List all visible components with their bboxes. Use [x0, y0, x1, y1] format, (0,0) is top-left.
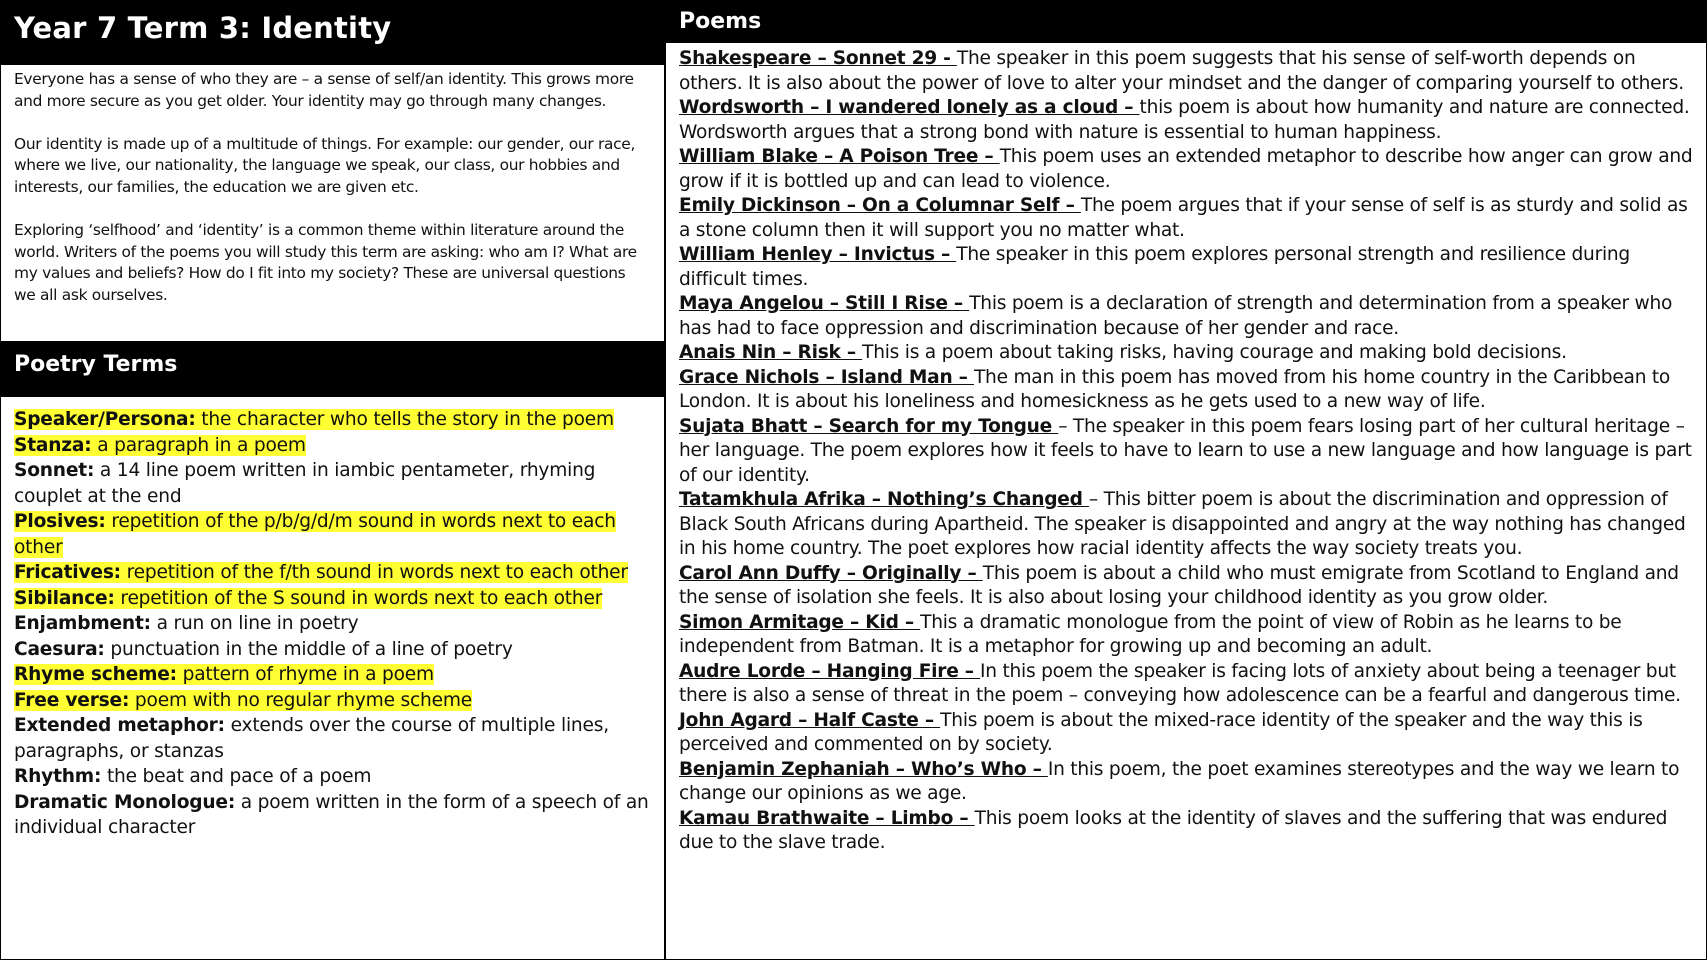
poem-item: [679, 660, 1698, 709]
poetry-term-definition: extends over the course of multiple lines, paragraphs, or stanzas: [14, 715, 609, 762]
identity-paragraph: Everyone has a sense of who they are – a sense of self/an identity. This grows more and more secure as you get older. Your identity may go through many changes.: [14, 70, 634, 110]
poem-description: The poem argues that if your sense of self is as sturdy and solid as a stone column then it will support you no matter what.: [679, 195, 1688, 241]
poem-description: In this poem the speaker is facing lots of anxiety about being a teenager but there is also a sense of threat in the poem – conveying how adolescence can be a fearful and dangerous time.: [679, 660, 1681, 706]
poem-description: This poem looks at the identity of slaves and the suffering that was endured due to the slave trade.: [679, 807, 1668, 853]
poetry-term-item: [14, 586, 656, 612]
identity-title: Year 7 Term 3: Identity: [1, 1, 664, 65]
poetry-term-name: Rhyme scheme:: [14, 664, 177, 685]
poetry-term-definition: pattern of rhyme in a poem: [182, 664, 434, 685]
identity-paragraph: Our identity is made up of a multitude of things. For example: our gender, our race, where we live, our nationality, the language we speak, our class, our hobbies and interests, our families, the education we are given etc.: [14, 134, 636, 196]
poetry-term-item: [14, 637, 656, 663]
identity-body: [1, 65, 664, 307]
poem-title: Wordsworth – I wandered lonely as a cloud –: [679, 97, 1140, 118]
poem-item: [679, 709, 1698, 758]
poetry-term-item: [14, 764, 656, 790]
poem-description: This is a poem about taking risks, having courage and making bold decisions.: [862, 342, 1567, 363]
poetry-term-name: Caesura:: [14, 638, 105, 660]
poem-item: [679, 341, 1698, 366]
poem-title: William Blake – A Poison Tree –: [679, 146, 1000, 167]
poem-item: [679, 366, 1698, 415]
poetry-term-name: Plosives:: [14, 511, 106, 532]
poetry-term-item: [14, 433, 656, 459]
poem-item: [679, 562, 1698, 611]
poem-title: Shakespeare – Sonnet 29 -: [679, 48, 957, 69]
poetry-term-definition: punctuation in the middle of a line of poetry: [110, 638, 513, 660]
poetry-term-name: Speaker/Persona:: [14, 409, 196, 430]
poem-description: – This bitter poem is about the discrimination and oppression of Black South Africans during Apartheid. The speaker is disappointed and angry at the way nothing has changed in his home country. The poet explores how racial identity affects the way society treats you.: [679, 489, 1686, 559]
poetry-term-name: Extended metaphor:: [14, 715, 225, 736]
poem-description: – The speaker in this poem fears losing part of her cultural heritage – her language. The poem explores how it feels to have to learn to use a new language and how language is part of our identity.: [679, 415, 1692, 486]
poetry-term-item: [14, 611, 656, 637]
poem-item: [679, 194, 1698, 243]
poem-item: [679, 611, 1698, 660]
poem-item: [679, 415, 1698, 489]
identity-panel: [0, 0, 665, 342]
poems-panel: [665, 0, 1707, 960]
poetry-terms-list: [1, 397, 664, 841]
poetry-term-definition: repetition of the f/th sound in words next to each other: [126, 562, 628, 583]
poem-description: This a dramatic monologue from the point of view of Robin as he learns to be independent from Batman. It is a metaphor for growing up and becoming an adult.: [679, 611, 1622, 657]
poem-description: This poem is about the mixed-race identity of the speaker and the way this is perceived and commented on by society.: [679, 709, 1643, 755]
poetry-term-definition: repetition of the S sound in words next to each other: [120, 587, 603, 609]
poem-title: Tatamkhula Afrika – Nothing’s Changed: [679, 489, 1089, 510]
poem-item: [679, 145, 1698, 194]
poem-title: Sujata Bhatt – Search for my Tongue: [679, 415, 1059, 437]
poems-list: [666, 43, 1706, 856]
identity-paragraph: Exploring ‘selfhood’ and ‘identity’ is a common theme within literature around the world. Writers of the poems you will study this term are asking: who am I? What are my values and beliefs? How do I fit into my society? These are universal questions we all ask ourselves.: [14, 221, 637, 304]
poetry-term-item: [14, 790, 656, 841]
poetry-term-name: Sibilance:: [14, 587, 115, 609]
poem-title: John Agard – Half Caste –: [679, 709, 941, 731]
poem-title: Simon Armitage – Kid –: [679, 611, 921, 633]
poetry-term-name: Dramatic Monologue:: [14, 791, 236, 813]
poem-title: Maya Angelou – Still I Rise –: [679, 293, 970, 314]
poem-description: In this poem, the poet examines stereotypes and the way we learn to change our opinions as we age.: [679, 758, 1680, 804]
poetry-term-definition: the character who tells the story in the poem: [201, 409, 614, 430]
poem-item: [679, 807, 1698, 856]
poetry-term-item: [14, 713, 656, 764]
poems-title: Poems: [666, 1, 1706, 43]
poem-description: The speaker in this poem suggests that his sense of self-worth depends on others. It is also about the power of love to alter your mindset and the danger of comparing yourself to others.: [679, 48, 1684, 94]
poetry-term-definition: a paragraph in a poem: [97, 434, 306, 456]
poem-description: This poem is about a child who must emigrate from Scotland to England and the sense of isolation she feels. It is also about losing your childhood identity as you grow older.: [679, 562, 1679, 608]
poetry-terms-title: Poetry Terms: [1, 343, 664, 397]
poetry-term-name: Rhythm:: [14, 766, 102, 787]
poetry-term-definition: a run on line in poetry: [156, 613, 359, 634]
poetry-term-item: [14, 688, 656, 714]
poem-title: Benjamin Zephaniah – Who’s Who –: [679, 758, 1048, 780]
poem-description: this poem is about how humanity and nature are connected. Wordsworth argues that a strong bond with nature is essential to human happiness.: [679, 97, 1690, 143]
poem-description: The man in this poem has moved from his home country in the Caribbean to London. It is about his loneliness and homesickness as he gets used to a new way of life.: [679, 366, 1671, 412]
poem-title: Grace Nichols – Island Man –: [679, 366, 974, 388]
poem-title: William Henley – Invictus –: [679, 244, 957, 265]
poetry-term-name: Fricatives:: [14, 562, 121, 583]
poetry-term-name: Free verse:: [14, 689, 130, 711]
poetry-term-item: [14, 458, 656, 509]
poem-description: The speaker in this poem explores personal strength and resilience during difficult times.: [679, 244, 1630, 290]
poem-description: This poem uses an extended metaphor to describe how anger can grow and grow if it is bottled up and can lead to violence.: [679, 146, 1693, 192]
poem-item: [679, 243, 1698, 292]
poetry-term-item: [14, 560, 656, 586]
poetry-term-name: Sonnet:: [14, 460, 95, 481]
poetry-term-item: [14, 662, 656, 688]
poem-title: Emily Dickinson – On a Columnar Self –: [679, 195, 1081, 216]
poem-item: [679, 758, 1698, 807]
poetry-term-definition: a 14 line poem written in iambic pentameter, rhyming couplet at the end: [14, 460, 596, 507]
poetry-term-item: [14, 509, 656, 560]
poem-title: Anais Nin – Risk –: [679, 342, 863, 363]
poem-item: [679, 488, 1698, 562]
poem-title: Carol Ann Duffy – Originally –: [679, 562, 983, 584]
poem-item: [679, 96, 1698, 145]
poetry-term-name: Enjambment:: [14, 613, 151, 634]
poem-item: [679, 47, 1698, 96]
poem-description: This poem is a declaration of strength and determination from a speaker who has had to face oppression and discrimination because of her gender and race.: [679, 293, 1673, 339]
poetry-term-name: Stanza:: [14, 434, 92, 456]
poetry-terms-panel: [0, 342, 665, 960]
poem-title: Audre Lorde – Hanging Fire –: [679, 660, 981, 682]
poem-item: [679, 292, 1698, 341]
poetry-term-definition: poem with no regular rhyme scheme: [134, 689, 473, 711]
poem-title: Kamau Brathwaite – Limbo –: [679, 807, 975, 829]
poetry-term-item: [14, 407, 656, 433]
poetry-term-definition: the beat and pace of a poem: [106, 766, 372, 787]
poetry-term-definition: a poem written in the form of a speech of an individual character: [14, 791, 649, 838]
poetry-term-definition: repetition of the p/b/g/d/m sound in words next to each other: [14, 511, 616, 558]
